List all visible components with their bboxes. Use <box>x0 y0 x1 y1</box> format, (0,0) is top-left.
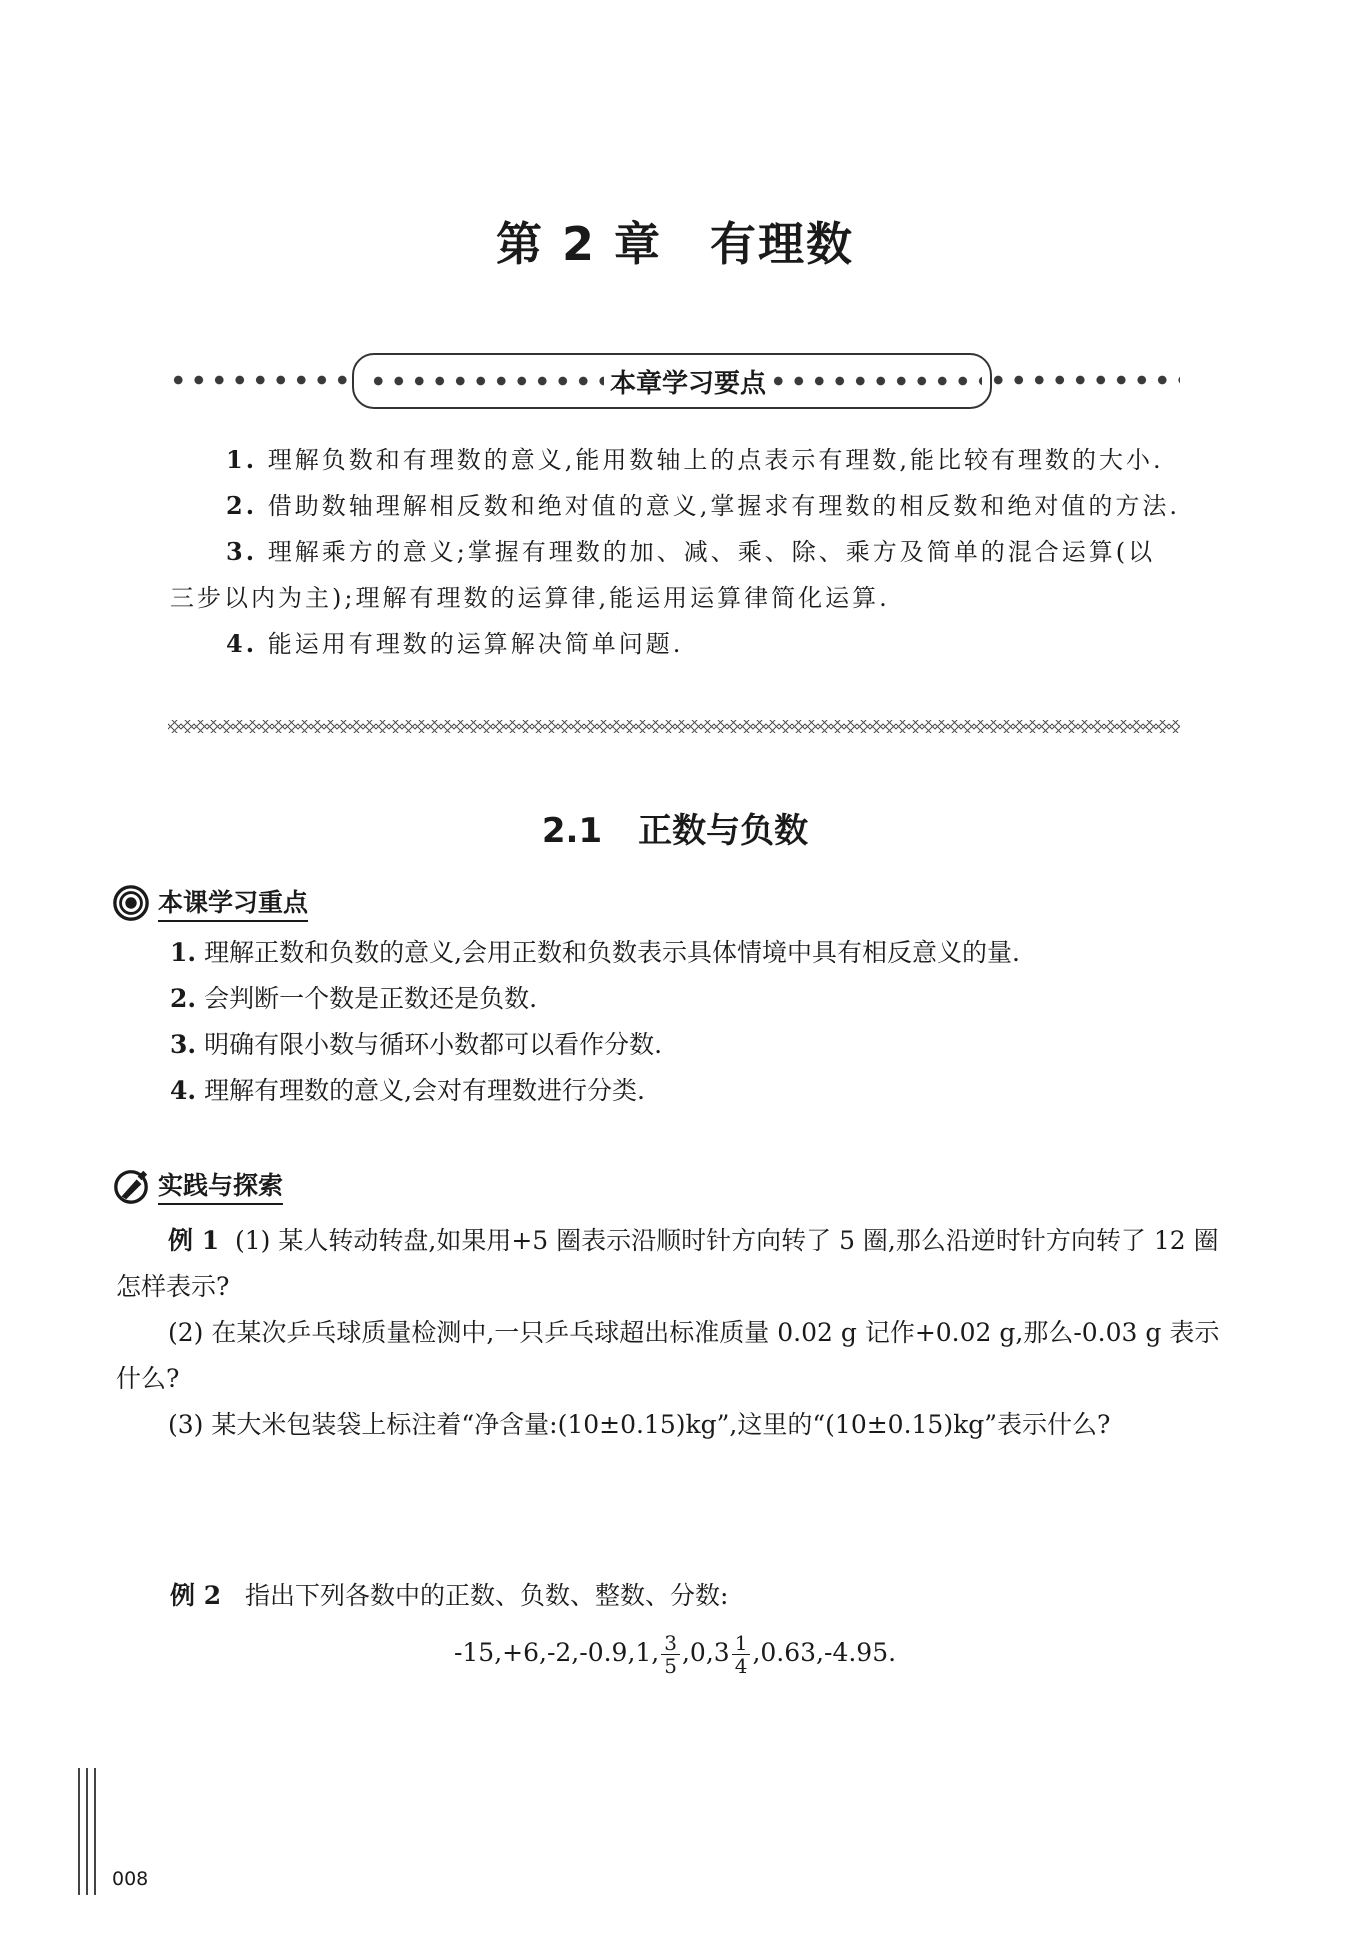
example-1 <box>116 1218 1236 1448</box>
practice-heading <box>112 1166 283 1205</box>
chapter-point <box>170 437 1182 483</box>
margin-lines <box>78 1768 102 1895</box>
chapter-point <box>170 483 1182 529</box>
section-name: 正数与负数 <box>638 811 809 851</box>
lesson-points-heading <box>112 883 308 922</box>
target-icon <box>112 884 150 922</box>
chapter-label: 第 2 章 <box>495 217 663 271</box>
example-1-part-2: (2) 在某次乒乓球质量检测中,一只乒乓球超出标准质量 0.02 g 记作+0.02 g,那么-0.03 g 表示什么? <box>116 1318 1220 1393</box>
chapter-name: 有理数 <box>710 217 855 271</box>
example-2 <box>170 1576 728 1612</box>
point-text: 会判断一个数是正数还是负数. <box>204 984 538 1013</box>
point-number: 4. <box>226 629 258 658</box>
fraction-numerator: 1 <box>732 1632 751 1655</box>
example-label: 例 1 <box>168 1226 220 1255</box>
section-title <box>0 803 1350 852</box>
chapter-point <box>170 621 1182 667</box>
point-text: 理解负数和有理数的意义,能用数轴上的点表示有理数,能比较有理数的大小. <box>267 446 1164 474</box>
dotted-rule-left <box>168 373 354 387</box>
point-number: 1. <box>226 445 258 474</box>
point-number: 3. <box>170 1030 197 1059</box>
point-number: 2. <box>170 984 197 1013</box>
chapter-points-title: 本章学习要点 <box>609 369 766 399</box>
lesson-point <box>170 1068 1220 1114</box>
chapter-title <box>0 208 1350 274</box>
example-1-part-1 <box>116 1218 1236 1310</box>
expression-part: ,0,3 <box>681 1638 730 1667</box>
expression-part: -15,+6,-2,-0.9,1, <box>453 1638 660 1667</box>
point-text: 理解有理数的意义,会对有理数进行分类. <box>204 1076 645 1105</box>
fraction-three-fifths <box>661 1632 680 1677</box>
point-text: 明确有限小数与循环小数都可以看作分数. <box>204 1030 663 1059</box>
lesson-point <box>170 930 1220 976</box>
section-number: 2.1 <box>541 811 603 851</box>
chapter-points-list <box>170 437 1182 667</box>
diamond-divider <box>168 720 1180 736</box>
point-text: 借助数轴理解相反数和绝对值的意义,掌握求有理数的相反数和绝对值的方法. <box>267 492 1180 520</box>
point-number: 4. <box>170 1076 197 1105</box>
page-number: 008 <box>112 1868 149 1890</box>
example-text: (1) 某人转动转盘,如果用+5 圈表示沿顺时针方向转了 5 圈,那么沿逆时针方向转了 12 圈怎样表示? <box>116 1226 1219 1301</box>
number-list-expression <box>0 1632 1350 1677</box>
point-number: 3. <box>226 537 258 566</box>
point-number: 2. <box>226 491 258 520</box>
fraction-denominator: 4 <box>734 1654 748 1678</box>
point-text: 理解正数和负数的意义,会用正数和负数表示具体情境中具有相反意义的量. <box>204 938 1020 967</box>
point-text: 理解乘方的意义;掌握有理数的加、减、乘、除、乘方及简单的混合运算(以三步以内为主);理解有理数的运算律,能运用运算律简化运算. <box>170 538 1156 612</box>
example-1-part-3: (3) 某大米包装袋上标注着“净含量:(10±0.15)kg”,这里的“(10±0.15)kg”表示什么? <box>168 1410 1111 1439</box>
banner-dots-left <box>368 374 604 388</box>
example-label: 例 2 <box>170 1581 222 1610</box>
lesson-points-title: 本课学习重点 <box>158 883 308 922</box>
fraction-numerator: 3 <box>661 1632 680 1655</box>
point-number: 1. <box>170 938 197 967</box>
chapter-points-banner <box>352 353 992 409</box>
example-text: 指出下列各数中的正数、负数、整数、分数: <box>244 1581 729 1610</box>
dotted-rule-right <box>988 373 1180 387</box>
lesson-point <box>170 1022 1220 1068</box>
practice-title: 实践与探索 <box>158 1166 283 1205</box>
fraction-denominator: 5 <box>664 1654 677 1678</box>
lesson-points-list <box>170 930 1220 1114</box>
fraction-one-quarter <box>732 1632 751 1677</box>
pencil-circle-icon <box>112 1167 150 1205</box>
expression-part: ,0.63,-4.95. <box>752 1638 897 1667</box>
chapter-point <box>170 529 1182 621</box>
lesson-point <box>170 976 1220 1022</box>
point-text: 能运用有理数的运算解决简单问题. <box>267 630 684 658</box>
banner-dots-right <box>768 374 982 388</box>
